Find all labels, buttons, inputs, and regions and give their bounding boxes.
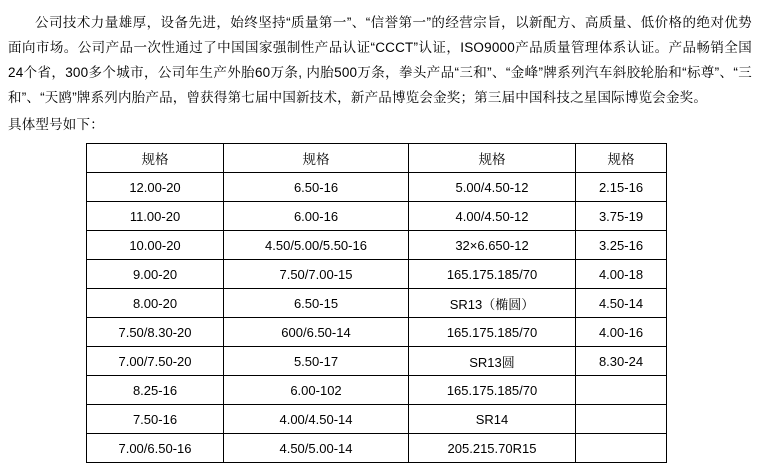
table-row [87, 231, 667, 260]
table-cell: 3.25-16 [576, 231, 667, 260]
table-row [87, 260, 667, 289]
table-cell: 32×6.650-12 [409, 231, 576, 260]
table-cell: 4.50/5.00/5.50-16 [224, 231, 409, 260]
table-cell: 165.175.185/70 [409, 376, 576, 405]
column-header-4: 规格 [576, 144, 667, 173]
column-header-1: 规格 [87, 144, 224, 173]
table-cell: 12.00-20 [87, 173, 224, 202]
specification-table [86, 143, 667, 463]
company-description-paragraph: 公司技术力量雄厚，设备先进，始终坚持“质量第一”、“信誉第一”的经营宗旨，以新配方、高质量、低价格的绝对优势面向市场。公司产品一次性通过了中国国家强制性产品认证“CCCT”认证，ISO9000产品质量管理体系认证。产品畅销全国24个省，300多个城市，公司年生产外胎60万条, 内胎500万条，拳头产品“三和”、“金峰”牌系列汽车斜胶轮胎和“标尊”、“三和”、“天鸥”牌系列内胎产品，曾获得第七届中国新技术，新产品博览会金奖；第三届中国科技之星国际博览会金奖。 [8, 15, 752, 105]
table-cell: 8.00-20 [87, 289, 224, 318]
column-header-3: 规格 [409, 144, 576, 173]
table-cell: 205.215.70R15 [409, 434, 576, 463]
table-cell: 6.00-102 [224, 376, 409, 405]
table-cell: 7.50-16 [87, 405, 224, 434]
table-cell: 600/6.50-14 [224, 318, 409, 347]
table-row [87, 405, 667, 434]
table-cell [576, 376, 667, 405]
table-cell: 4.00/4.50-14 [224, 405, 409, 434]
column-header-2: 规格 [224, 144, 409, 173]
table-cell: 5.00/4.50-12 [409, 173, 576, 202]
table-cell: 8.25-16 [87, 376, 224, 405]
table-row [87, 173, 667, 202]
spec-table-wrapper [86, 143, 752, 463]
table-cell: 6.00-16 [224, 202, 409, 231]
table-cell: 165.175.185/70 [409, 260, 576, 289]
table-row [87, 347, 667, 376]
table-header [87, 144, 667, 173]
table-cell: 7.50/8.30-20 [87, 318, 224, 347]
table-row [87, 318, 667, 347]
table-cell: 6.50-15 [224, 289, 409, 318]
table-cell: 4.00-16 [576, 318, 667, 347]
models-intro-paragraph: 具体型号如下： [8, 117, 104, 132]
table-cell: 4.00-18 [576, 260, 667, 289]
table-cell: SR14 [409, 405, 576, 434]
table-body [87, 173, 667, 463]
table-cell: 4.00/4.50-12 [409, 202, 576, 231]
table-row [87, 289, 667, 318]
table-cell: 6.50-16 [224, 173, 409, 202]
table-cell: 2.15-16 [576, 173, 667, 202]
table-cell: 4.50/5.00-14 [224, 434, 409, 463]
table-header-row [87, 144, 667, 173]
table-cell: 11.00-20 [87, 202, 224, 231]
table-cell: 7.00/6.50-16 [87, 434, 224, 463]
table-row [87, 434, 667, 463]
table-cell: 8.30-24 [576, 347, 667, 376]
table-row [87, 202, 667, 231]
table-cell: 7.50/7.00-15 [224, 260, 409, 289]
table-cell: 10.00-20 [87, 231, 224, 260]
table-cell: 7.00/7.50-20 [87, 347, 224, 376]
table-cell [576, 405, 667, 434]
table-cell: 4.50-14 [576, 289, 667, 318]
table-cell: 3.75-19 [576, 202, 667, 231]
table-cell: SR13（椭圆） [409, 289, 576, 318]
table-row [87, 376, 667, 405]
table-cell [576, 434, 667, 463]
table-cell: 165.175.185/70 [409, 318, 576, 347]
table-cell: 5.50-17 [224, 347, 409, 376]
table-cell: 9.00-20 [87, 260, 224, 289]
table-cell: SR13圆 [409, 347, 576, 376]
